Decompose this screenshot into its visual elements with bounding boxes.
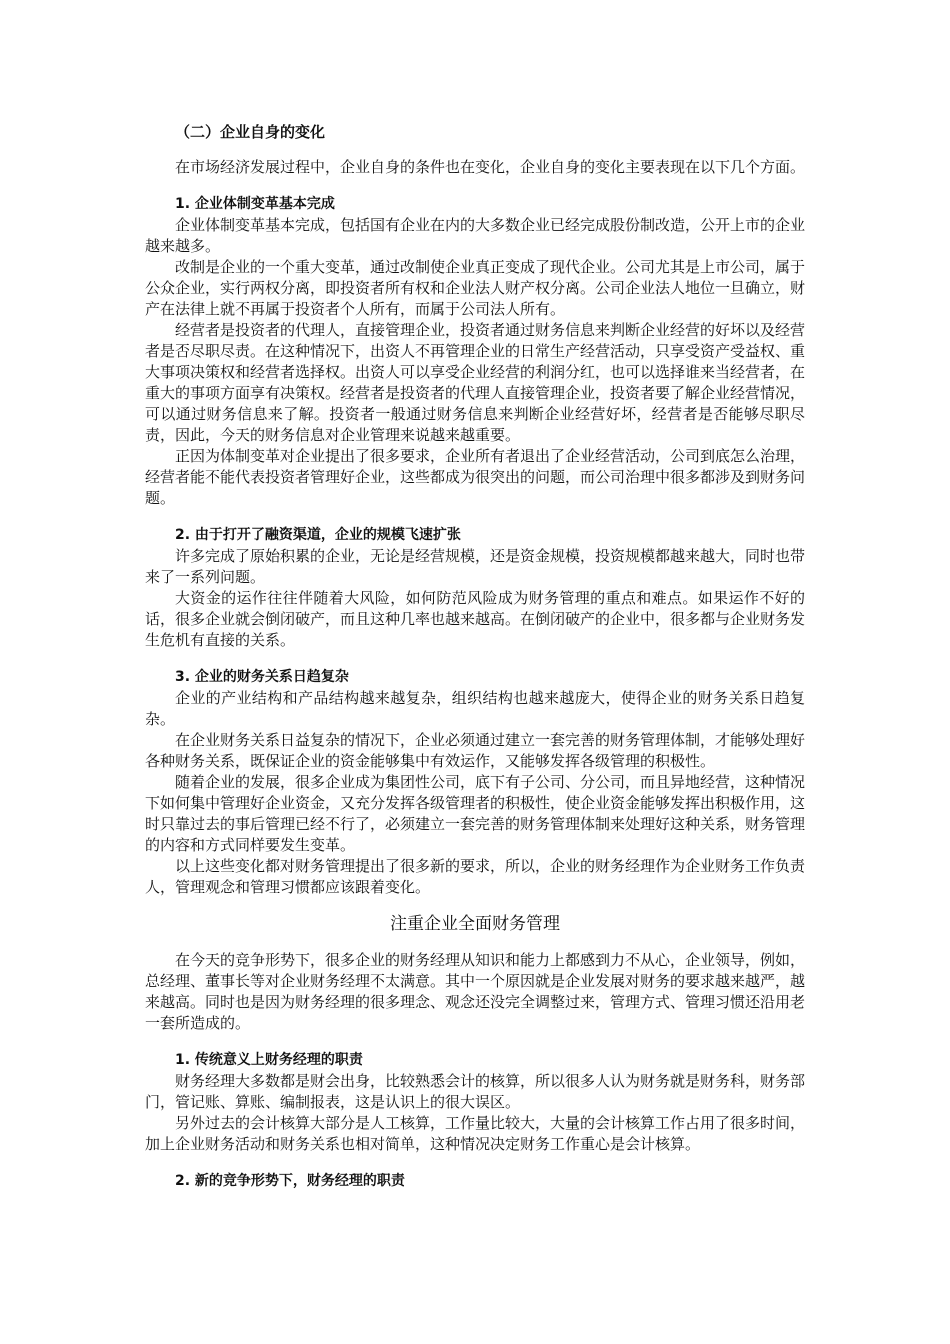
body-paragraph: 随着企业的发展，很多企业成为集团性公司，底下有子公司、分公司，而且异地经营，这种情况下如何集中管理好企业资金，又充分发挥各级管理者的积极性，使企业资金能够发挥出积极作用，这时只靠过去的事后管理已经不行了，必须建立一套完善的财务管理体制来处理好这种关系，财务管理的内容和方式同样要发生变革。 (145, 773, 806, 854)
section-intro-paragraph: 在今天的竞争形势下，很多企业的财务经理从知识和能力上都感到力不从心，企业领导，例如，总经理、董事长等对企业财务经理不太满意。其中一个原因就是企业发展对财务的要求越来越严，越来越高。同时也是因为财务经理的很多理念、观念还没完全调整过来，管理方式、管理习惯还沿用老一套所造成的。 (145, 951, 806, 1032)
body-paragraph: 在企业财务关系日益复杂的情况下，企业必须通过建立一套完善的财务管理体制，才能够处理好各种财务关系，既保证企业的资金能够集中有效运作，又能够发挥各级管理的积极性。 (145, 731, 806, 770)
subsection-heading: 1. 传统意义上财务经理的职责 (175, 1052, 363, 1068)
subsection-heading: 2. 由于打开了融资渠道，企业的规模飞速扩张 (175, 527, 461, 543)
section-intro-paragraph: 在市场经济发展过程中，企业自身的条件也在变化，企业自身的变化主要表现在以下几个方面。 (175, 158, 806, 176)
subsection-heading: 3. 企业的财务关系日趋复杂 (175, 669, 349, 685)
body-paragraph: 改制是企业的一个重大变革，通过改制使企业真正变成了现代企业。公司尤其是上市公司，属于公众企业，实行两权分离，即投资者所有权和企业法人财产权分离。公司企业法人地位一旦确立，财产在法律上就不再属于投资者个人所有，而属于公司法人所有。 (145, 258, 806, 318)
body-paragraph: 以上这些变化都对财务管理提出了很多新的要求，所以，企业的财务经理作为企业财务工作负责人，管理观念和管理习惯都应该跟着变化。 (145, 857, 806, 896)
body-paragraph: 企业的产业结构和产品结构越来越复杂，组织结构也越来越庞大，使得企业的财务关系日趋复杂。 (145, 689, 805, 728)
section-heading: （二）企业自身的变化 (175, 123, 326, 141)
body-paragraph: 大资金的运作往往伴随着大风险，如何防范风险成为财务管理的重点和难点。如果运作不好的话，很多企业就会倒闭破产，而且这种几率也越来越高。在倒闭破产的企业中，很多都与企业财务发生危机有直接的关系。 (145, 589, 806, 649)
chapter-heading: 注重企业全面财务管理 (390, 914, 560, 934)
body-paragraph: 经营者是投资者的代理人，直接管理企业，投资者通过财务信息来判断企业经营的好坏以及经营者是否尽职尽责。在这种情况下，出资人不再管理企业的日常生产经营活动，只享受资产受益权、重大事项决策权和经营者选择权。出资人可以享受企业经营的利润分红，也可以选择谁来当经营者，在重大的事项方面享有决策权。经营者是投资者的代理人直接管理企业，投资者要了解企业经营情况，可以通过财务信息来了解。投资者一般通过财务信息来判断企业经营好坏，经营者是否能够尽职尽责，因此，今天的财务信息对企业管理来说越来越重要。 (145, 321, 806, 444)
subsection-heading: 2. 新的竞争形势下，财务经理的职责 (175, 1173, 405, 1189)
body-paragraph: 许多完成了原始积累的企业，无论是经营规模，还是资金规模，投资规模都越来越大，同时也带来了一系列问题。 (145, 547, 806, 586)
document-content (145, 122, 805, 1192)
body-paragraph: 正因为体制变革对企业提出了很多要求，企业所有者退出了企业经营活动，公司到底怎么治理，经营者能不能代表投资者管理好企业，这些都成为很突出的问题，而公司治理中很多都涉及到财务问题。 (145, 447, 806, 507)
body-paragraph: 另外过去的会计核算大部分是人工核算，工作量比较大，大量的会计核算工作占用了很多时间，加上企业财务活动和财务关系也相对简单，这种情况决定财务工作重心是会计核算。 (145, 1114, 806, 1153)
subsection-heading: 1. 企业体制变革基本完成 (175, 196, 335, 212)
body-paragraph: 财务经理大多数都是财会出身，比较熟悉会计的核算，所以很多人认为财务就是财务科，财务部门，管记账、算账、编制报表，这是认识上的很大误区。 (145, 1072, 806, 1111)
body-paragraph: 企业体制变革基本完成，包括国有企业在内的大多数企业已经完成股份制改造，公开上市的企业越来越多。 (145, 216, 806, 255)
